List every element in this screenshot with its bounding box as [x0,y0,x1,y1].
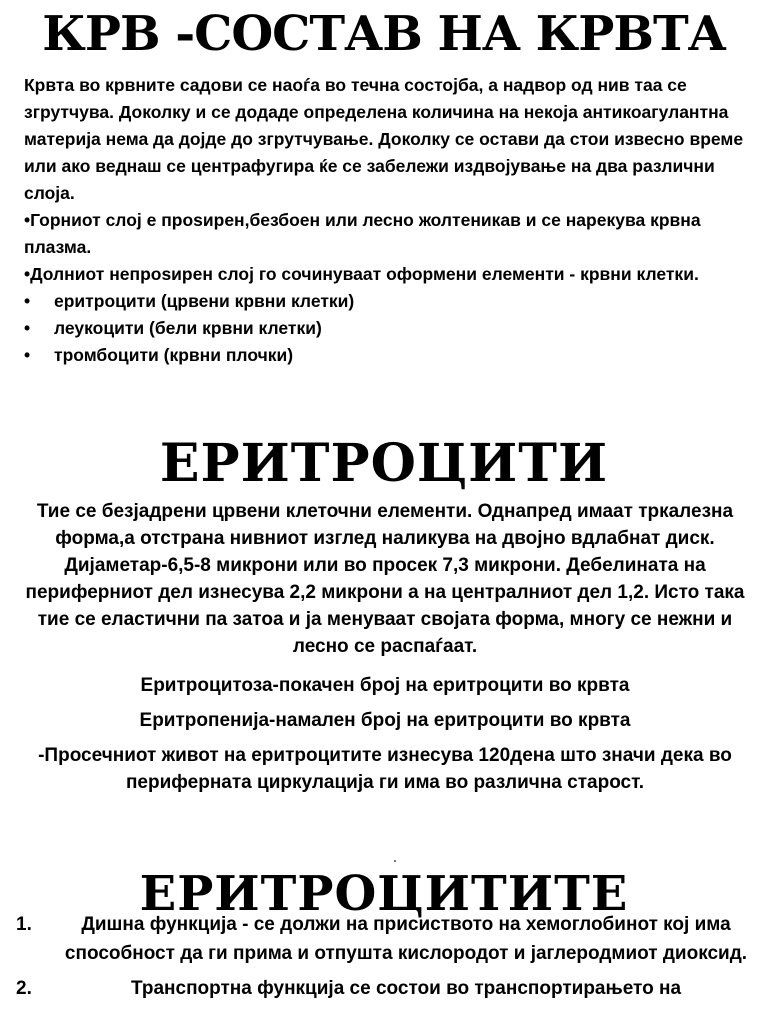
item-number: 1. [16,914,32,935]
erythropenia-definition: Еритропенија-намален број на еритроцити во крвта [139,710,631,731]
erythrocytes-section [20,498,750,804]
list-item [24,315,759,342]
section-title-erythrocytes: ЕРИТРОЦИТИ [159,433,609,494]
function-text: Дишна функција - се должи на присиството на хемоглобинот кој има способност да ги прима и отпушта кислородот и јаглеродмиот диоксид. [64,914,748,964]
erythrocytosis-definition: Еритроцитоза-покачен број на еритроцити во крвта [140,675,630,696]
bottom-layer-text: •Долниот непроѕирен слој го сочинуваат оформени елементи - крвни клетки. [24,264,699,284]
bullet-icon: • [24,318,31,338]
bullet-icon: • [24,345,31,365]
blood-cell-list [24,288,759,369]
list-item-text: тромбоцити (крвни плочки) [54,345,294,365]
list-item [10,910,762,968]
list-item [24,288,759,315]
page-title: КРВ -СОСТАВ НА КРВТА [42,6,726,62]
list-item-text: леукоцити (бели крвни клетки) [54,318,322,338]
list-item [24,342,759,369]
list-item-text: еритроцити (црвени крвни клетки) [54,291,355,311]
functions-section [10,910,762,1009]
list-item [10,974,762,1003]
erythrocytes-description: Тие се безјадрени црвени клеточни елементи. Однапред имаат тркалезна форма,а отстрана нивниот изглед наликува на двојно вдлабнат диск. Дијаметар-6,5-8 микрони или во просек 7,3 микрони. Дебелината на периферниот дел изнесува 2,2 микрони а на централниот дел 1,2. Исто така тие се еластични па затоа и ја менуваат својата форма, многу се нежни и лесно се распаѓаат. [25,501,745,657]
function-text: Транспортна функција се состои во транспортирањето на [130,978,682,999]
top-layer-text: •Горниот слој е проѕирен,безбоен или лесно жолтеникав и се нарекува крвна плазма. [24,210,701,257]
lifespan-text: -Просечниот живот на еритроцитите изнесува 120дена што значи дека во периферната циркулација ги има во различна старост. [38,745,732,793]
intro-paragraph: Крвта во крвните садови се наоѓа во течна состојба, а надвор од нив таа се згрутчува. Доколку и се додаде определена количина на некоја антикоагулантна материја нема да дојде до згрутчување. Доколку се остави да стои извесно време или ако веднаш се центрафугира ќе се забележи издвојување на два различни слоја. [24,75,744,203]
functions-list [10,910,762,1003]
bullet-icon: • [24,291,31,311]
intro-section [24,72,759,369]
item-number: 2. [16,978,32,999]
section-title-functions: ЕРИТРОЦИТИТЕ [139,866,629,922]
